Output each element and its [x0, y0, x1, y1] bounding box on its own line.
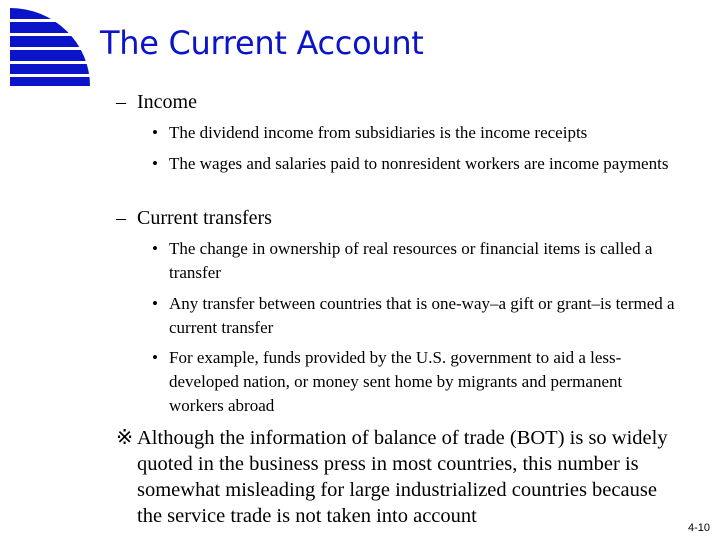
bullet-text: The dividend income from subsidiaries is the income receipts [169, 123, 588, 142]
dash-marker: – [116, 207, 126, 229]
bullet-item [152, 121, 692, 145]
note-paragraph [116, 425, 676, 529]
bullet-text: The change in ownership of real resources or financial items is called a transfer [169, 239, 653, 282]
bullet-marker: • [152, 154, 158, 173]
bullet-item [152, 346, 662, 418]
bullet-marker: • [152, 123, 158, 142]
bullet-text: The wages and salaries paid to nonresident workers are income payments [169, 154, 669, 173]
bullet-text: Any transfer between countries that is one-way–a gift or grant–is termed a current transfer [169, 294, 675, 337]
reference-mark-icon: ※ [116, 427, 134, 449]
section-heading-current-transfers [116, 206, 272, 230]
note-text: Although the information of balance of trade (BOT) is so widely quoted in the business press in most countries, this number is somewhat misleading for large industrialized countries because the service trade is not taken into account [137, 427, 668, 527]
striped-quarter-circle-logo [10, 8, 90, 86]
bullet-item [152, 152, 677, 176]
bullet-item [152, 292, 682, 340]
section-heading-income [116, 90, 197, 114]
dash-marker: – [116, 91, 126, 113]
section-heading-label: Income [137, 91, 197, 113]
bullet-text: For example, funds provided by the U.S. government to aid a less-developed nation, or money sent home by migrants and permanent workers abroad [169, 348, 623, 415]
page-number: 4-10 [688, 522, 711, 534]
bullet-item [152, 237, 677, 285]
slide-title: The Current Account [100, 24, 424, 62]
bullet-marker: • [152, 239, 158, 258]
section-heading-label: Current transfers [137, 207, 272, 229]
bullet-marker: • [152, 348, 158, 367]
bullet-marker: • [152, 294, 158, 313]
